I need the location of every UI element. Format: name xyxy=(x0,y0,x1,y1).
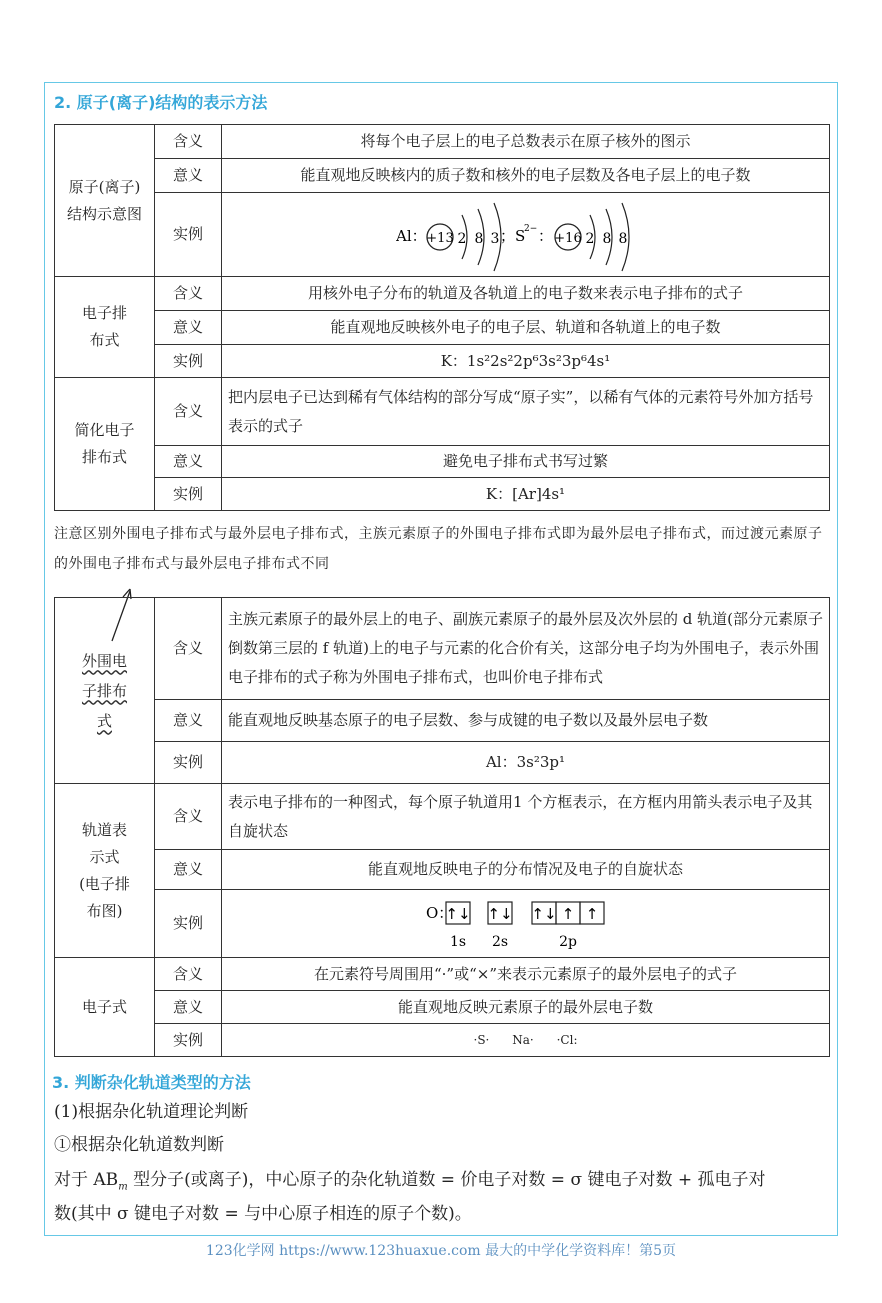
label-significance: 意义 xyxy=(155,700,222,742)
orbital-element: O： xyxy=(425,903,453,922)
category-valence-config: 外围电 子排布 式 xyxy=(55,598,155,784)
orbital-arrow-2s: ↑↓ xyxy=(486,904,513,923)
category-structure-diagram: 原子(离子) 结构示意图 xyxy=(55,125,155,277)
label-meaning: 含义 xyxy=(155,378,222,446)
category-electron-dot: 电子式 xyxy=(55,958,155,1057)
label-example: 实例 xyxy=(155,1024,222,1057)
category-electron-config: 电子排 布式 xyxy=(55,277,155,378)
cell-significance: 能直观地反映元素原子的最外层电子数 xyxy=(222,991,830,1024)
label-example: 实例 xyxy=(155,478,222,511)
label-example: 实例 xyxy=(155,193,222,277)
label-significance: 意义 xyxy=(155,311,222,345)
dot-formula-s: ·S· xyxy=(473,1032,490,1047)
section-title-2: 2. 原子(离子)结构的表示方法 xyxy=(54,93,268,112)
s-colon: ： xyxy=(537,226,553,245)
label-meaning: 含义 xyxy=(155,598,222,700)
cell-significance: 能直观地反映基态原子的电子层数、参与成键的电子数以及最外层电子数 xyxy=(222,700,830,742)
cell-meaning: 用核外电子分布的轨道及各轨道上的电子数来表示电子排布的式子 xyxy=(222,277,830,311)
cell-meaning: 把内层电子已达到稀有气体结构的部分写成“原子实”，以稀有气体的元素符号外加方括号表示的式子 xyxy=(222,378,830,446)
label-significance: 意义 xyxy=(155,850,222,890)
label-example: 实例 xyxy=(155,890,222,958)
paragraph-3: 对于 $AB_m$ 型分子(或离子)，中心原子的杂化轨道数 = 价电子对数 = σ 键电子对数 + 孤电子对 xyxy=(54,1170,766,1193)
category-simplified-config: 简化电子 排布式 xyxy=(55,378,155,511)
cell-significance: 能直观地反映电子的分布情况及电子的自旋状态 xyxy=(222,850,830,890)
orbital-label-2s: 2s xyxy=(491,933,508,950)
al-label: Al： xyxy=(395,226,427,245)
label-meaning: 含义 xyxy=(155,958,222,991)
al-shell-1: 2 xyxy=(457,230,466,247)
orbital-label-1s: 1s xyxy=(449,933,466,950)
cell-significance: 避免电子排布式书写过繁 xyxy=(222,446,830,478)
valence-table xyxy=(54,597,830,1057)
dot-formula-cl: ·Cl: xyxy=(556,1032,578,1047)
al-nucleus: +13 xyxy=(425,230,454,246)
label-meaning: 含义 xyxy=(155,125,222,159)
cell-meaning: 将每个电子层上的电子总数表示在原子核外的图示 xyxy=(222,125,830,159)
cell-meaning: 主族元素原子的最外层上的电子、副族元素原子的最外层及次外层的 d 轨道(部分元素原子倒数第三层的 f 轨道)上的电子与元素的化合价有关，这部分电子均为外围电子，表示外围电子排布的式子称为外围电子排布式，也叫价电子排布式 xyxy=(222,598,830,700)
label-meaning: 含义 xyxy=(155,784,222,850)
category-orbital-diagram: 轨道表 示式 (电子排 布图) xyxy=(55,784,155,958)
label-significance: 意义 xyxy=(155,446,222,478)
handwritten-note: 注意区别外围电子排布式与最外层电子排布式，主族元素原子的外围电子排布式即为最外层电子排布式，而过渡元素原子的外围电子排布式与最外层电子排布式不同 xyxy=(54,526,823,572)
label-example: 实例 xyxy=(155,742,222,784)
orbital-arrow-2p-1: ↑↓ xyxy=(530,904,557,923)
paragraph-2: ①根据杂化轨道数判断 xyxy=(54,1135,224,1155)
label-meaning: 含义 xyxy=(155,277,222,311)
s-label: ；S xyxy=(499,226,525,245)
cell-example: K：[Ar]4s¹ xyxy=(222,478,830,511)
cell-example: K：1s²2s²2p⁶3s²3p⁶4s¹ xyxy=(222,345,830,378)
s-shell-1: 2 xyxy=(585,230,594,247)
page-footer: 123化学网 https://www.123huaxue.com 最大的中学化学资料库！第5页 xyxy=(205,1243,677,1259)
cell-example-structure xyxy=(222,193,830,277)
structure-table xyxy=(54,124,830,511)
cell-example-dot xyxy=(222,1024,830,1057)
s-shell-2: 8 xyxy=(602,230,611,247)
label-example: 实例 xyxy=(155,345,222,378)
orbital-diagram xyxy=(426,896,626,952)
cell-meaning: 在元素符号周围用“·”或“×”来表示元素原子的最外层电子的式子 xyxy=(222,958,830,991)
cell-example: Al：3s²3p¹ xyxy=(222,742,830,784)
s-charge: 2− xyxy=(523,223,537,234)
atom-structure-diagram xyxy=(396,195,656,275)
orbital-label-2p: 2p xyxy=(558,933,577,950)
label-significance: 意义 xyxy=(155,159,222,193)
section-title-3: 3. 判断杂化轨道类型的方法 xyxy=(52,1073,251,1092)
s-shell-3: 8 xyxy=(618,230,627,247)
dot-formula-na: Na· xyxy=(512,1032,534,1047)
al-shell-3: 3 xyxy=(490,230,499,247)
s-nucleus: +16 xyxy=(553,230,582,246)
al-shell-2: 8 xyxy=(474,230,483,247)
orbital-arrow-2p-3: ↑ xyxy=(585,904,598,923)
cell-significance: 能直观地反映核内的质子数和核外的电子层数及各电子层上的电子数 xyxy=(222,159,830,193)
orbital-arrow-2p-2: ↑ xyxy=(561,904,574,923)
orbital-arrow-1s: ↑↓ xyxy=(444,904,471,923)
cell-example-orbital xyxy=(222,890,830,958)
paragraph-1: (1)根据杂化轨道理论判断 xyxy=(54,1102,249,1122)
cell-significance: 能直观地反映核外电子的电子层、轨道和各轨道上的电子数 xyxy=(222,311,830,345)
label-significance: 意义 xyxy=(155,991,222,1024)
cell-meaning: 表示电子排布的一种图式，每个原子轨道用1 个方框表示，在方框内用箭头表示电子及其自旋状态 xyxy=(222,784,830,850)
paragraph-4: 数(其中 σ 键电子对数 = 与中心原子相连的原子个数)。 xyxy=(54,1204,472,1224)
